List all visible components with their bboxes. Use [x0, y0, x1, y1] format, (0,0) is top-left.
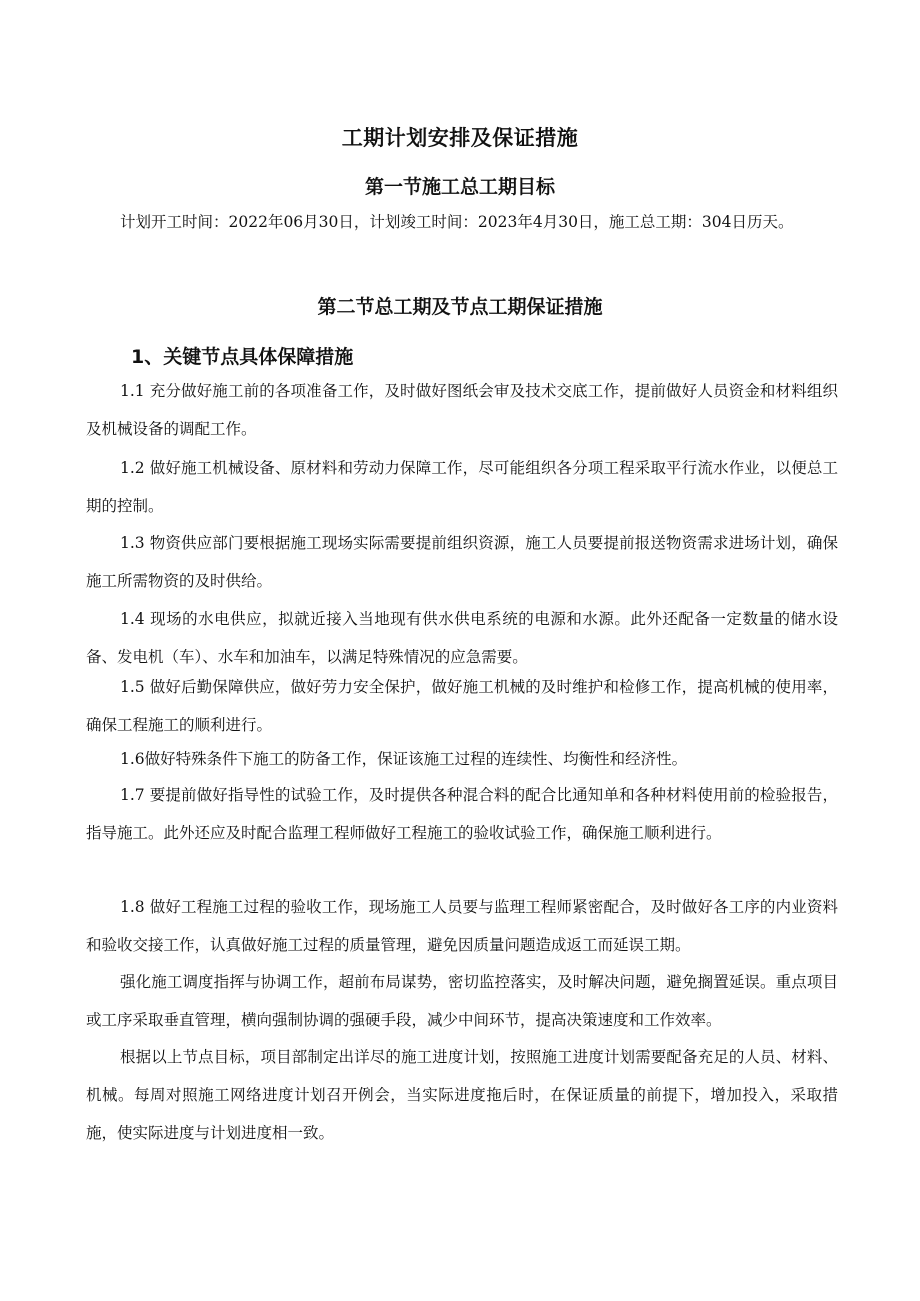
paragraph-coordination: 强化施工调度指挥与协调工作，超前布局谋势，密切监控落实，及时解决问题，避免搁置延误。重点项目或工序采取垂直管理，横向强制协调的强硬手段，减少中间环节，提高决策速度和工作效率。 [86, 973, 838, 1029]
paragraph-schedule-plan: 根据以上节点目标，项目部制定出详尽的施工进度计划，按照施工进度计划需要配备充足的人员、材料、机械。每周对照施工网络进度计划召开例会，当实际进度拖后时，在保证质量的前提下，增加投入，采取措施，使实际进度与计划进度相一致。 [86, 1048, 838, 1142]
section-1-schedule-paragraph: 计划开工时间：2022年06月30日，计划竣工时间：2023年4月30日，施工总工期：304日历天。 [120, 213, 794, 231]
document-title: 工期计划安排及保证措施 [341, 126, 579, 150]
paragraph-1-1: 1.1 充分做好施工前的各项准备工作，及时做好图纸会审及技术交底工作，提前做好人员资金和材料组织及机械设备的调配工作。 [86, 382, 838, 438]
paragraph-1-7: 1.7 要提前做好指导性的试验工作，及时提供各种混合料的配合比通知单和各种材料使用前的检验报告，指导施工。此外还应及时配合监理工程师做好工程施工的验收试验工作，确保施工顺利进行。 [86, 786, 838, 842]
paragraph-1-2: 1.2 做好施工机械设备、原材料和劳动力保障工作，尽可能组织各分项工程采取平行流水作业，以便总工期的控制。 [86, 459, 838, 515]
paragraph-1-4: 1.4 现场的水电供应，拟就近接入当地现有供水供电系统的电源和水源。此外还配备一定数量的储水设备、发电机（车）、水车和加油车，以满足特殊情况的应急需要。 [86, 610, 838, 666]
paragraph-1-3: 1.3 物资供应部门要根据施工现场实际需要提前组织资源，施工人员要提前报送物资需求进场计划，确保施工所需物资的及时供给。 [86, 534, 838, 590]
paragraph-1-8: 1.8 做好工程施工过程的验收工作，现场施工人员要与监理工程师紧密配合，及时做好各工序的内业资料和验收交接工作，认真做好施工过程的质量管理，避免因质量问题造成返工而延误工期。 [86, 898, 838, 954]
section-1-heading: 第一节施工总工期目标 [364, 176, 555, 198]
paragraph-1-6: 1.6做好特殊条件下施工的防备工作，保证该施工过程的连续性、均衡性和经济性。 [120, 750, 688, 768]
paragraph-1-5: 1.5 做好后勤保障供应，做好劳力安全保护，做好施工机械的及时维护和检修工作，提高机械的使用率，确保工程施工的顺利进行。 [86, 678, 838, 734]
section-2-heading: 第二节总工期及节点工期保证措施 [317, 296, 603, 318]
section-2-subheading: 1、关键节点具体保障措施 [131, 346, 354, 368]
